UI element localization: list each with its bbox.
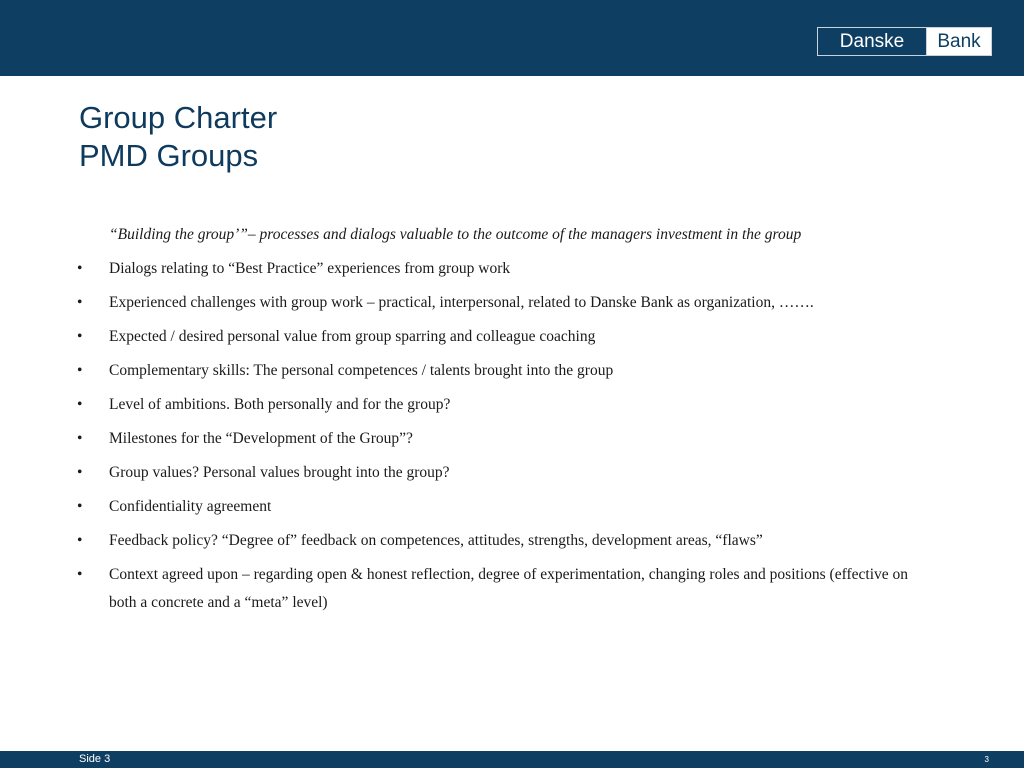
page-number: 3 [984,755,989,764]
slide-title-line-2: PMD Groups [79,138,259,173]
bullet-text: Feedback policy? “Degree of” feedback on competences, attitudes, strengths, development areas, “flaws” [109,532,763,549]
bullet-text: Complementary skills: The personal competences / talents brought into the group [109,362,614,379]
bullet-text: Dialogs relating to “Best Practice” experiences from group work [109,260,511,277]
slide-content [77,221,937,623]
bullet-item [77,425,937,453]
slide-title [79,99,277,175]
logo-text-danske: Danske [818,28,927,55]
bullet-item [77,561,937,617]
bullet-marker: • [77,260,83,277]
bullet-item [77,459,937,487]
bullet-marker: • [77,532,83,549]
bullet-item [77,289,937,317]
bullet-list [77,255,937,617]
bullet-text: Experienced challenges with group work – practical, interpersonal, related to Danske Bank as organization, ……. [109,294,814,311]
slide-title-line-1: Group Charter [79,100,278,135]
bullet-text: Expected / desired personal value from group sparring and colleague coaching [109,328,596,345]
bullet-marker: • [77,328,83,345]
bullet-marker: • [77,294,83,311]
bullet-item [77,255,937,283]
logo-text-bank: Bank [927,28,991,55]
bullet-marker: • [77,464,83,481]
bullet-marker: • [77,498,83,515]
header-bar [0,0,1024,76]
bullet-text: Group values? Personal values brought into the group? [109,464,450,481]
bullet-item [77,527,937,555]
intro-text: “Building the group’”– processes and dialogs valuable to the outcome of the managers investment in the group [109,226,802,243]
bullet-item [77,391,937,419]
bullet-text: Milestones for the “Development of the Group”? [109,430,413,447]
bullet-marker: • [77,430,83,447]
footer-slide-label: Side 3 [79,753,111,765]
bullet-item [77,357,937,385]
bullet-item [77,493,937,521]
bullet-item [77,323,937,351]
bullet-text: Context agreed upon – regarding open & honest reflection, degree of experimentation, changing roles and positions (effective on both a concrete and a “meta” level) [109,566,908,611]
bullet-marker: • [77,566,83,583]
bullet-marker: • [77,396,83,413]
danske-bank-logo [817,27,992,56]
bullet-text: Confidentiality agreement [109,498,272,515]
footer-bar [0,751,1024,768]
bullet-marker: • [77,362,83,379]
bullet-text: Level of ambitions. Both personally and for the group? [109,396,451,413]
